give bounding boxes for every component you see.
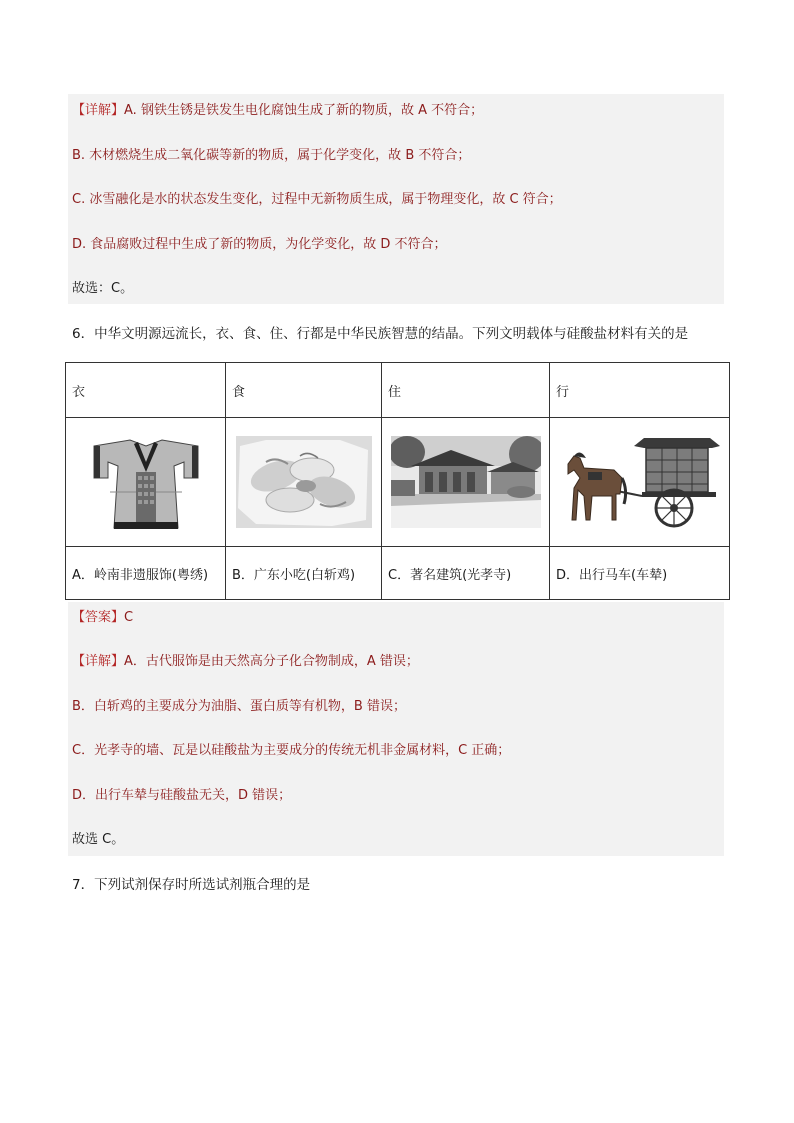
option-b-label: B．广东小吃(白斩鸡) bbox=[226, 547, 382, 600]
detail-conclusion: 故选 C。 bbox=[72, 832, 125, 847]
explanation-conclusion: 故选：C。 bbox=[72, 281, 134, 296]
option-d-label: D．出行马车(车辇) bbox=[550, 547, 730, 600]
header-cell-housing: 住 bbox=[382, 363, 550, 418]
white-cut-chicken-image bbox=[236, 436, 372, 528]
explanation-line-b: B. 木材燃烧生成二氧化碳等新的物质，属于化学变化，故 B 不符合； bbox=[72, 148, 471, 163]
image-cell-clothing bbox=[66, 418, 226, 547]
detail-line-b: B．白斩鸡的主要成分为油脂、蛋白质等有机物，B 错误； bbox=[72, 699, 406, 714]
question-6-options-table bbox=[65, 362, 730, 600]
table-header-row bbox=[66, 363, 730, 418]
guangxiao-temple-image bbox=[391, 436, 541, 528]
image-cell-housing bbox=[382, 418, 550, 547]
option-c-label: C．著名建筑(光孝寺) bbox=[382, 547, 550, 600]
detail-tag: 【详解】 bbox=[72, 103, 125, 118]
option-a-label: A．岭南非遗服饰(粤绣) bbox=[66, 547, 226, 600]
hanfu-robe-image bbox=[86, 432, 206, 532]
explanation-line-d: D. 食品腐败过程中生成了新的物质，为化学变化，故 D 不符合； bbox=[72, 237, 447, 252]
image-cell-food bbox=[226, 418, 382, 547]
answer-line bbox=[72, 608, 133, 628]
header-cell-clothing: 衣 bbox=[66, 363, 226, 418]
answer-block-q6 bbox=[68, 602, 724, 856]
horse-carriage-image bbox=[558, 434, 722, 530]
image-cell-travel bbox=[550, 418, 730, 547]
explanation-text: A. 钢铁生锈是铁发生电化腐蚀生成了新的物质，故 A 不符合； bbox=[124, 103, 484, 118]
question-6-stem: 6．中华文明源远流长，衣、食、住、行都是中华民族智慧的结晶。下列文明载体与硅酸盐材料有关的是 bbox=[72, 326, 689, 342]
detail-line-d: D．出行车辇与硅酸盐无关，D 错误； bbox=[72, 788, 292, 803]
table-option-row bbox=[66, 547, 730, 600]
detail-tag: 【详解】 bbox=[72, 654, 125, 669]
explanation-line-c: C. 冰雪融化是水的状态发生变化，过程中无新物质生成，属于物理变化，故 C 符合； bbox=[72, 192, 562, 207]
detail-line-a bbox=[72, 652, 419, 672]
detail-line-c: C．光孝寺的墙、瓦是以硅酸盐为主要成分的传统无机非金属材料，C 正确； bbox=[72, 743, 511, 758]
answer-value: C bbox=[124, 610, 134, 625]
header-cell-food: 食 bbox=[226, 363, 382, 418]
question-7-stem: 7．下列试剂保存时所选试剂瓶合理的是 bbox=[72, 877, 311, 893]
detail-text: A．古代服饰是由天然高分子化合物制成，A 错误； bbox=[124, 654, 419, 669]
explanation-line-a bbox=[72, 101, 483, 121]
header-cell-travel: 行 bbox=[550, 363, 730, 418]
answer-tag: 【答案】 bbox=[72, 610, 125, 625]
table-image-row bbox=[66, 418, 730, 547]
